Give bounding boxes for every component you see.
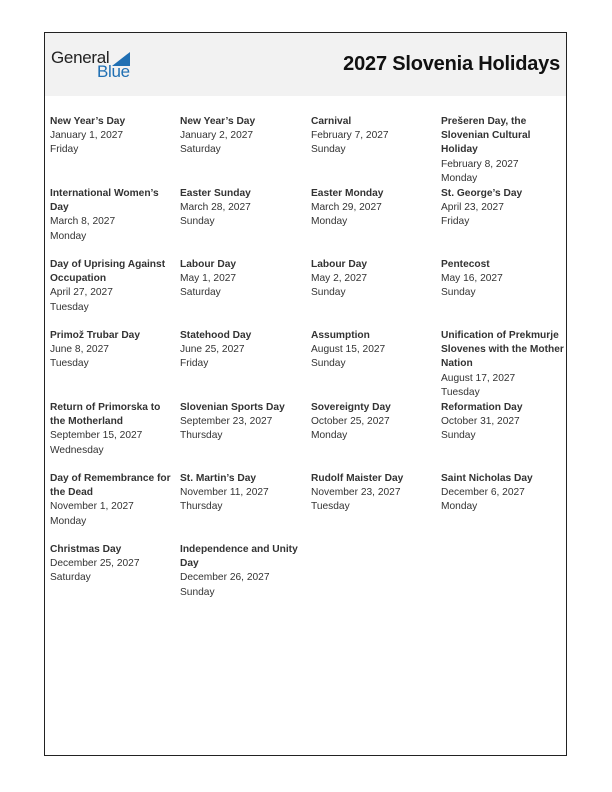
holiday-weekday: Monday xyxy=(441,501,478,513)
holiday-weekday: Monday xyxy=(50,515,87,527)
holiday-date: September 23, 2027 xyxy=(180,416,273,428)
holiday-item xyxy=(50,115,174,158)
holiday-weekday: Thursday xyxy=(180,430,223,442)
holiday-item xyxy=(441,115,565,186)
holiday-name: Slovenian Sports Day xyxy=(180,402,285,413)
holiday-item xyxy=(311,472,435,515)
holiday-item xyxy=(311,115,435,158)
holiday-date: August 17, 2027 xyxy=(441,372,516,384)
holiday-weekday: Tuesday xyxy=(50,301,89,313)
holiday-item xyxy=(180,187,304,230)
holiday-item xyxy=(50,258,174,315)
page-title: 2027 Slovenia Holidays xyxy=(343,53,560,75)
holiday-weekday: Sunday xyxy=(180,216,215,228)
holiday-weekday: Saturday xyxy=(50,572,91,584)
holiday-date: February 7, 2027 xyxy=(311,130,389,142)
holiday-date: March 29, 2027 xyxy=(311,202,382,214)
holiday-weekday: Friday xyxy=(50,144,79,156)
holiday-name: Labour Day xyxy=(311,259,368,270)
holiday-date: December 26, 2027 xyxy=(180,572,270,584)
holiday-name: St. George’s Day xyxy=(441,188,523,199)
holiday-date: December 25, 2027 xyxy=(50,558,140,570)
holiday-item xyxy=(311,258,435,301)
holiday-name: Independence and Unity Day xyxy=(180,544,298,570)
holiday-item xyxy=(180,258,304,301)
holiday-weekday: Friday xyxy=(180,358,209,370)
holiday-date: March 8, 2027 xyxy=(50,216,116,228)
holiday-item xyxy=(441,329,565,400)
holiday-item xyxy=(311,401,435,444)
holiday-weekday: Monday xyxy=(441,172,478,184)
holiday-weekday: Monday xyxy=(311,216,348,228)
holiday-name: Easter Sunday xyxy=(180,188,251,199)
holiday-weekday: Sunday xyxy=(441,430,476,442)
holiday-date: April 27, 2027 xyxy=(50,287,113,299)
holiday-name: New Year’s Day xyxy=(50,116,126,127)
holiday-item xyxy=(311,329,435,372)
holiday-weekday: Monday xyxy=(311,430,348,442)
holiday-weekday: Sunday xyxy=(441,287,476,299)
holiday-date: November 23, 2027 xyxy=(311,487,401,499)
holiday-weekday: Wednesday xyxy=(50,444,104,456)
holiday-weekday: Sunday xyxy=(311,358,346,370)
holiday-item xyxy=(180,401,304,444)
holiday-weekday: Tuesday xyxy=(441,386,480,398)
holiday-date: April 23, 2027 xyxy=(441,202,504,214)
holiday-date: May 16, 2027 xyxy=(441,273,503,285)
holiday-weekday: Tuesday xyxy=(50,358,89,370)
holiday-name: Day of Uprising Against Occupation xyxy=(50,259,166,285)
holiday-item xyxy=(50,329,174,372)
holiday-item xyxy=(441,401,565,444)
holiday-date: September 15, 2027 xyxy=(50,430,143,442)
holiday-weekday: Friday xyxy=(441,216,470,228)
holiday-date: October 31, 2027 xyxy=(441,416,520,428)
holiday-date: January 1, 2027 xyxy=(50,130,124,142)
holiday-date: December 6, 2027 xyxy=(441,487,525,499)
holiday-item xyxy=(441,472,565,515)
holiday-name: Christmas Day xyxy=(50,544,122,555)
header-band xyxy=(45,33,566,96)
holiday-weekday: Saturday xyxy=(180,287,221,299)
holiday-name: Prešeren Day, the Slovenian Cultural Holiday xyxy=(441,116,531,156)
holiday-name: St. Martin’s Day xyxy=(180,473,257,484)
holiday-item xyxy=(180,472,304,515)
holiday-date: November 1, 2027 xyxy=(50,501,134,513)
holiday-item xyxy=(441,258,565,301)
holiday-date: June 25, 2027 xyxy=(180,344,245,356)
calendar-page xyxy=(44,32,567,756)
holiday-weekday: Sunday xyxy=(311,144,346,156)
holiday-name: Statehood Day xyxy=(180,330,252,341)
holiday-weekday: Monday xyxy=(50,230,87,242)
holiday-name: Rudolf Maister Day xyxy=(311,473,404,484)
holiday-date: May 2, 2027 xyxy=(311,273,368,285)
logo-word-general: General xyxy=(51,48,110,67)
holiday-name: International Women’s Day xyxy=(50,188,159,214)
holiday-weekday: Sunday xyxy=(311,287,346,299)
holiday-name: Pentecost xyxy=(441,259,490,270)
holiday-name: Sovereignty Day xyxy=(311,402,391,413)
holiday-name: Easter Monday xyxy=(311,188,384,199)
holiday-item xyxy=(50,543,174,586)
holiday-name: Saint Nicholas Day xyxy=(441,473,533,484)
holiday-name: Assumption xyxy=(311,330,370,341)
holiday-date: August 15, 2027 xyxy=(311,344,386,356)
generalblue-logo[interactable] xyxy=(51,49,141,83)
holiday-date: November 11, 2027 xyxy=(180,487,269,499)
holiday-weekday: Thursday xyxy=(180,501,223,513)
holiday-item xyxy=(180,115,304,158)
holiday-date: January 2, 2027 xyxy=(180,130,254,142)
holiday-item xyxy=(50,401,174,458)
holiday-name: Reformation Day xyxy=(441,402,523,413)
holiday-weekday: Tuesday xyxy=(311,501,350,513)
holiday-name: Unification of Prekmurje Slovenes with the Mother Nation xyxy=(441,330,564,370)
holiday-name: Labour Day xyxy=(180,259,237,270)
holiday-item xyxy=(180,329,304,372)
holiday-date: October 25, 2027 xyxy=(311,416,390,428)
holiday-date: February 8, 2027 xyxy=(441,158,519,170)
holiday-item xyxy=(441,187,565,230)
holiday-weekday: Sunday xyxy=(180,586,215,598)
holiday-item xyxy=(311,187,435,230)
holiday-name: New Year’s Day xyxy=(180,116,256,127)
holiday-item xyxy=(50,187,174,244)
holiday-item xyxy=(180,543,304,600)
holiday-date: March 28, 2027 xyxy=(180,202,251,214)
holiday-name: Day of Remembrance for the Dead xyxy=(50,473,171,499)
holiday-name: Return of Primorska to the Motherland xyxy=(50,402,161,428)
logo-word-blue: Blue xyxy=(97,62,130,81)
holiday-item xyxy=(50,472,174,529)
holiday-date: June 8, 2027 xyxy=(50,344,109,356)
holiday-date: May 1, 2027 xyxy=(180,273,237,285)
holiday-name: Carnival xyxy=(311,116,352,127)
holiday-weekday: Saturday xyxy=(180,144,221,156)
holiday-name: Primož Trubar Day xyxy=(50,330,141,341)
